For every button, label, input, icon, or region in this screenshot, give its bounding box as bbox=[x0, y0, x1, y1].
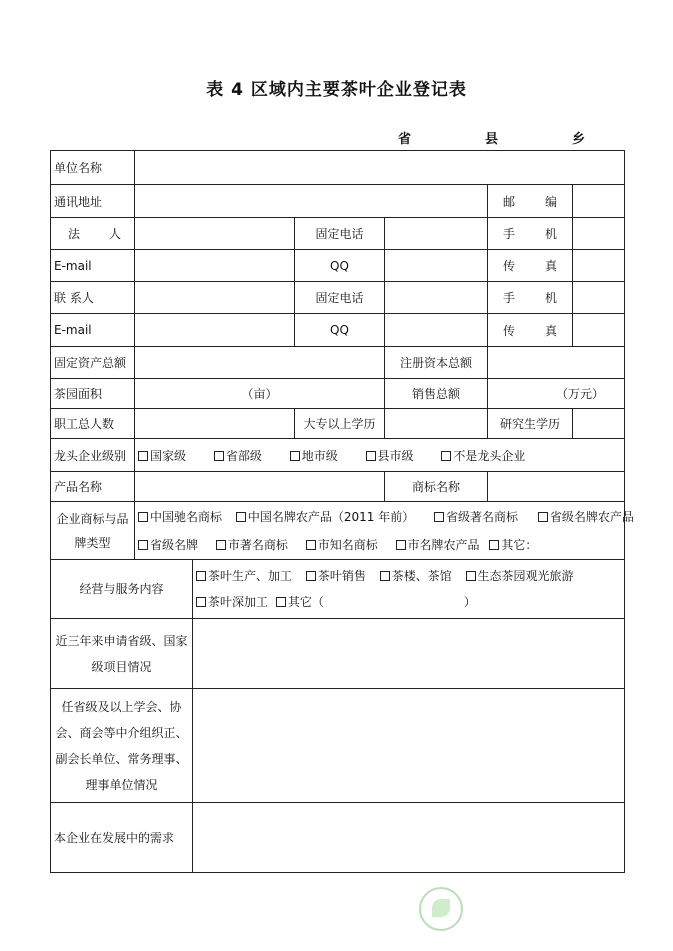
fixed-phone-label-2: 固定电话 bbox=[295, 282, 385, 314]
row-contact bbox=[51, 282, 625, 314]
contact-label: 联 系人 bbox=[51, 282, 135, 314]
college-field[interactable] bbox=[385, 409, 488, 439]
checkbox-icon bbox=[306, 540, 316, 550]
qq-field[interactable] bbox=[385, 250, 488, 282]
brand-option[interactable]: 市知名商标 bbox=[306, 531, 378, 559]
leader-option[interactable]: 县市级 bbox=[366, 447, 414, 464]
legal-field[interactable] bbox=[135, 218, 295, 250]
fax-field[interactable] bbox=[573, 250, 625, 282]
row-address bbox=[51, 185, 625, 218]
fixed-phone-field[interactable] bbox=[385, 218, 488, 250]
brand-option[interactable]: 中国驰名商标 bbox=[138, 503, 222, 531]
mobile-field-2[interactable] bbox=[573, 282, 625, 314]
wan-unit: （万元） bbox=[556, 387, 605, 401]
checkbox-icon bbox=[489, 540, 499, 550]
mobile-label: 手 机 bbox=[488, 218, 573, 250]
fixed-assets-field[interactable] bbox=[135, 347, 385, 379]
trademark-name-label: 商标名称 bbox=[385, 472, 488, 502]
business-option[interactable]: 茶楼、茶馆 bbox=[380, 563, 452, 589]
checkbox-icon bbox=[396, 540, 406, 550]
brand-option[interactable]: 其它： bbox=[489, 531, 537, 559]
registered-capital-field[interactable] bbox=[488, 347, 625, 379]
fax-label-2: 传 真 bbox=[488, 314, 573, 347]
business-option[interactable]: 茶叶生产、加工 bbox=[196, 563, 292, 589]
checkbox-icon bbox=[196, 571, 206, 581]
graduate-label: 研究生学历 bbox=[488, 409, 573, 439]
row-staff bbox=[51, 409, 625, 439]
mobile-field[interactable] bbox=[573, 218, 625, 250]
fax-field-2[interactable] bbox=[573, 314, 625, 347]
checkbox-icon bbox=[366, 451, 376, 461]
row-legal bbox=[51, 218, 625, 250]
row-product bbox=[51, 472, 625, 502]
brand-type-options bbox=[135, 502, 634, 560]
row-projects bbox=[51, 619, 625, 689]
business-content-label: 经营与服务内容 bbox=[51, 560, 193, 619]
checkbox-icon bbox=[214, 451, 224, 461]
checkbox-icon bbox=[196, 597, 206, 607]
brand-option[interactable]: 市著名商标 bbox=[216, 531, 288, 559]
total-sales-field[interactable] bbox=[488, 379, 625, 409]
checkbox-icon bbox=[290, 451, 300, 461]
positions-field[interactable] bbox=[193, 689, 625, 803]
row-brand-type bbox=[51, 502, 625, 560]
leader-option[interactable]: 国家级 bbox=[138, 447, 186, 464]
brand-option[interactable]: 省级名牌农产品 bbox=[538, 503, 634, 531]
row-unit-name bbox=[51, 151, 625, 185]
row-assets bbox=[51, 347, 625, 379]
row-email-1 bbox=[51, 250, 625, 282]
checkbox-icon bbox=[276, 597, 286, 607]
business-option[interactable]: 茶叶销售 bbox=[306, 563, 366, 589]
brand-option[interactable]: 省级著名商标 bbox=[434, 503, 518, 531]
brand-option[interactable]: 省级名牌 bbox=[138, 531, 198, 559]
address-label: 通讯地址 bbox=[51, 185, 135, 218]
email-label: E-mail bbox=[51, 250, 135, 282]
product-name-label: 产品名称 bbox=[51, 472, 135, 502]
checkbox-icon bbox=[138, 512, 148, 522]
legal-label: 法 人 bbox=[51, 218, 135, 250]
college-label: 大专以上学历 bbox=[295, 409, 385, 439]
postcode-field[interactable] bbox=[573, 185, 625, 218]
business-option[interactable]: 生态茶园观光旅游 bbox=[466, 563, 574, 589]
unit-name-field[interactable] bbox=[135, 151, 625, 185]
business-option-other[interactable]: 其它（ ） bbox=[276, 589, 476, 615]
business-option[interactable]: 茶叶深加工 bbox=[196, 589, 268, 615]
province-label: 省 bbox=[398, 132, 412, 147]
contact-field[interactable] bbox=[135, 282, 295, 314]
fixed-assets-label: 固定资产总额 bbox=[51, 347, 135, 379]
row-needs bbox=[51, 803, 625, 873]
qq-field-2[interactable] bbox=[385, 314, 488, 347]
mu-unit: （亩） bbox=[241, 387, 278, 401]
brand-option[interactable]: 市名牌农产品 bbox=[396, 531, 480, 559]
checkbox-icon bbox=[441, 451, 451, 461]
fixed-phone-label: 固定电话 bbox=[295, 218, 385, 250]
leader-option[interactable]: 不是龙头企业 bbox=[441, 447, 525, 464]
row-business bbox=[51, 560, 625, 619]
unit-name-label: 单位名称 bbox=[51, 151, 135, 185]
row-positions bbox=[51, 689, 625, 803]
county-label: 县 bbox=[485, 132, 499, 147]
checkbox-icon bbox=[236, 512, 246, 522]
tea-garden-area-field[interactable] bbox=[135, 379, 385, 409]
trademark-name-field[interactable] bbox=[488, 472, 625, 502]
checkbox-icon bbox=[538, 512, 548, 522]
checkbox-icon bbox=[138, 451, 148, 461]
registered-capital-label: 注册资本总额 bbox=[385, 347, 488, 379]
leader-option[interactable]: 省部级 bbox=[214, 447, 262, 464]
total-staff-field[interactable] bbox=[135, 409, 295, 439]
address-field[interactable] bbox=[135, 185, 488, 218]
total-staff-label: 职工总人数 bbox=[51, 409, 135, 439]
leader-level-label: 龙头企业级别 bbox=[51, 439, 135, 472]
needs-field[interactable] bbox=[193, 803, 625, 873]
qq-label: QQ bbox=[295, 250, 385, 282]
graduate-field[interactable] bbox=[573, 409, 625, 439]
postcode-label: 邮 编 bbox=[488, 185, 573, 218]
checkbox-icon bbox=[306, 571, 316, 581]
recent-projects-label: 近三年来申请省级、国家级项目情况 bbox=[51, 619, 193, 689]
leader-level-options bbox=[135, 439, 625, 472]
row-leader-level bbox=[51, 439, 625, 472]
email-field[interactable] bbox=[135, 250, 295, 282]
brand-type-label: 企业商标与品牌类型 bbox=[51, 502, 135, 560]
checkbox-icon bbox=[380, 571, 390, 581]
needs-label: 本企业在发展中的需求 bbox=[51, 803, 193, 873]
fixed-phone-field-2[interactable] bbox=[385, 282, 488, 314]
recent-projects-field[interactable] bbox=[193, 619, 625, 689]
business-content-options bbox=[193, 560, 625, 619]
leader-option[interactable]: 地市级 bbox=[290, 447, 338, 464]
checkbox-icon bbox=[466, 571, 476, 581]
checkbox-icon bbox=[138, 540, 148, 550]
qq-label-2: QQ bbox=[295, 314, 385, 347]
total-sales-label: 销售总额 bbox=[385, 379, 488, 409]
checkbox-icon bbox=[434, 512, 444, 522]
leaf-logo-icon bbox=[419, 887, 463, 931]
product-name-field[interactable] bbox=[135, 472, 385, 502]
checkbox-icon bbox=[216, 540, 226, 550]
fax-label: 传 真 bbox=[488, 250, 573, 282]
row-area-sales bbox=[51, 379, 625, 409]
email-label-2: E-mail bbox=[51, 314, 135, 347]
email-field-2[interactable] bbox=[135, 314, 295, 347]
brand-option[interactable]: 中国名牌农产品（2011 年前） bbox=[236, 503, 414, 531]
page-title: 表 4 区域内主要茶叶企业登记表 bbox=[206, 80, 467, 100]
positions-label: 任省级及以上学会、协会、商会等中介组织正、副会长单位、常务理事、理事单位情况 bbox=[51, 689, 193, 803]
town-label: 乡 bbox=[572, 132, 586, 147]
row-email-2 bbox=[51, 314, 625, 347]
registration-form bbox=[50, 150, 634, 873]
mobile-label-2: 手 机 bbox=[488, 282, 573, 314]
tea-garden-area-label: 茶园面积 bbox=[51, 379, 135, 409]
